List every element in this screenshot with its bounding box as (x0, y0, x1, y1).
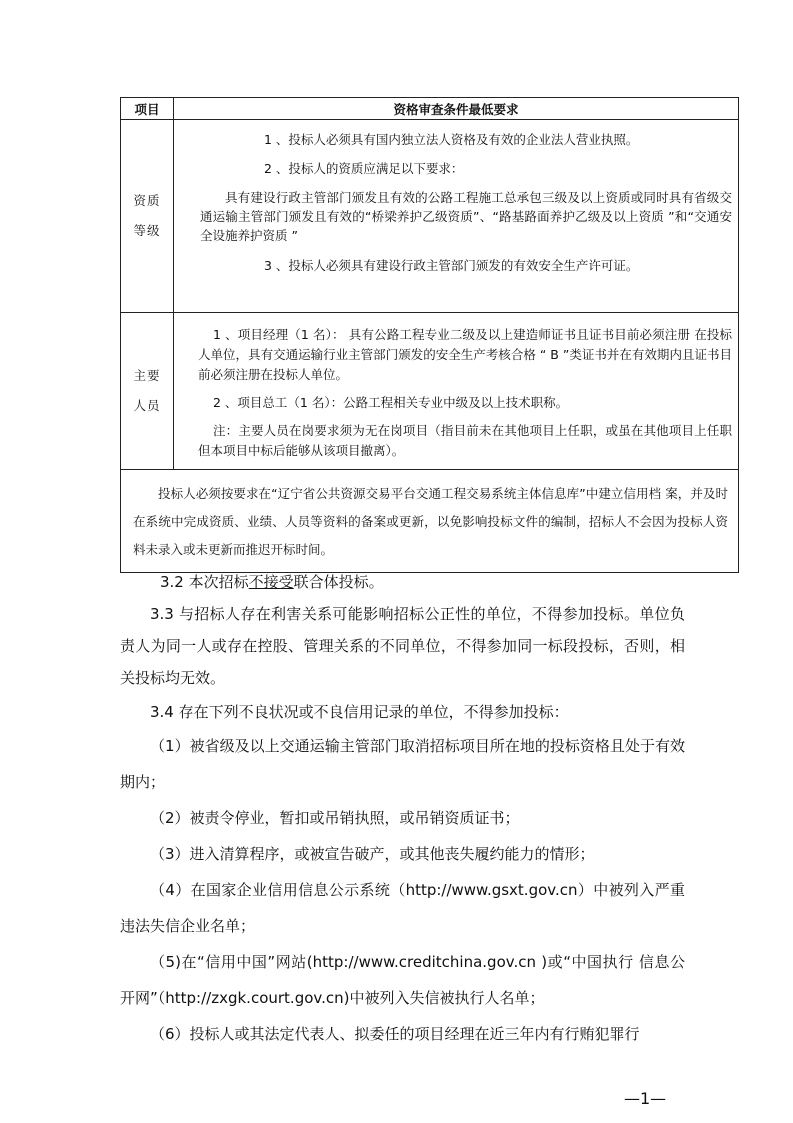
qualification-table (120, 97, 739, 573)
requirement-text: 2 、投标人的资质应满足以下要求： (264, 161, 464, 176)
page-number: —1— (624, 1089, 667, 1108)
requirement-text: 3 、投标人必须具有建设行政主管部门颁发的有效安全生产许可证。 (264, 258, 639, 273)
requirement-text: 注：主要人员在岗要求须为无在岗项目（指目前未在其他项目上任职，或虽在其他项目上任职但本项目中标后能够从该项目撤离）。 (198, 423, 732, 458)
underlined-text: 不接受 (248, 573, 294, 591)
row-label-qualification (121, 120, 174, 313)
paragraph-3-2 (120, 566, 685, 598)
body-section (120, 566, 685, 1052)
list-item: （3）进入清算程序，或被宣告破产，或其他丧失履约能力的情形； (150, 845, 595, 863)
list-item: （2）被责令停业，暂扣或吊销执照，或吊销资质证书； (150, 809, 520, 827)
header-requirements: 资格审查条件最低要求 (174, 98, 739, 120)
label-line: 主要 (133, 368, 161, 383)
label-line: 人员 (133, 398, 161, 413)
table-row-footer (121, 470, 739, 573)
list-item: （5)在“信用中国”网站(http://www.creditchina.gov.cn )或“中国执行 信息公开网”（http://zxgk.court.gov.cn)中被列入失信被执行人名单； (120, 953, 685, 1007)
row-label-personnel (121, 313, 174, 470)
paragraph-3-3: 3.3 与招标人存在利害关系可能影响招标公正性的单位，不得参加投标。单位负责人为同一人或存在控股、管理关系的不同单位，不得参加同一标段投标，否则，相关投标均无效。 (120, 605, 685, 687)
table-row-qualification (121, 120, 739, 313)
requirement-text: 1 、投标人必须具有国内独立法人资格及有效的企业法人营业执照。 (264, 132, 639, 147)
table-header-row (121, 98, 739, 120)
label-line: 资质 (133, 193, 161, 208)
footer-text: 投标人必须按要求在“辽宁省公共资源交易平台交通工程交易系统主体信息库”中建立信用档 案，并及时在系统中完成资质、业绩、人员等资料的备案或更新，以免影响投标文件的编制，招标人不会因为投标人资料未录入或未更新而推迟开标时间。 (133, 486, 728, 557)
list-item: （1）被省级及以上交通运输主管部门取消招标项目所在地的投标资格且处于有效期内； (120, 737, 685, 791)
text: 联合体投标。 (293, 573, 384, 591)
label-line: 等级 (133, 223, 161, 238)
table-footer-note (121, 470, 739, 573)
requirement-text: 具有建设行政主管部门颁发且有效的公路工程施工总承包三级及以上资质或同时具有省级交通运输主管部门颁发且有效的“桥梁养护乙级资质”、“路基路面养护乙级及以上资质 ”和“交通安全设施养护资质 ” (200, 190, 732, 243)
requirement-text: 1 、项目经理（1 名）： 具有公路工程专业二级及以上建造师证书且证书目前必须注册 在投标人单位，具有交通运输行业主管部门颁发的安全生产考核合格 “ B ”类证书并在有效期内且证书目前必须注册在投标人单位。 (198, 327, 732, 382)
row-content-personnel (174, 313, 739, 470)
requirement-text: 2 、项目总工（1 名）：公路工程相关专业中级及以上技术职称。 (213, 395, 569, 410)
paragraph-3-4: 3.4 存在下列不良状况或不良信用记录的单位，不得参加投标： (150, 703, 569, 721)
list-item: （4）在国家企业信用信息公示系统（http://www.gsxt.gov.cn）中被列入严重违法失信企业名单； (120, 881, 685, 935)
row-content-qualification (174, 120, 739, 313)
text: 3.2 本次招标 (160, 573, 249, 591)
table-row-personnel (121, 313, 739, 470)
list-item: （6）投标人或其法定代表人、拟委任的项目经理在近三年内有行贿犯罪行 (150, 1025, 640, 1043)
header-item: 项目 (121, 98, 174, 120)
